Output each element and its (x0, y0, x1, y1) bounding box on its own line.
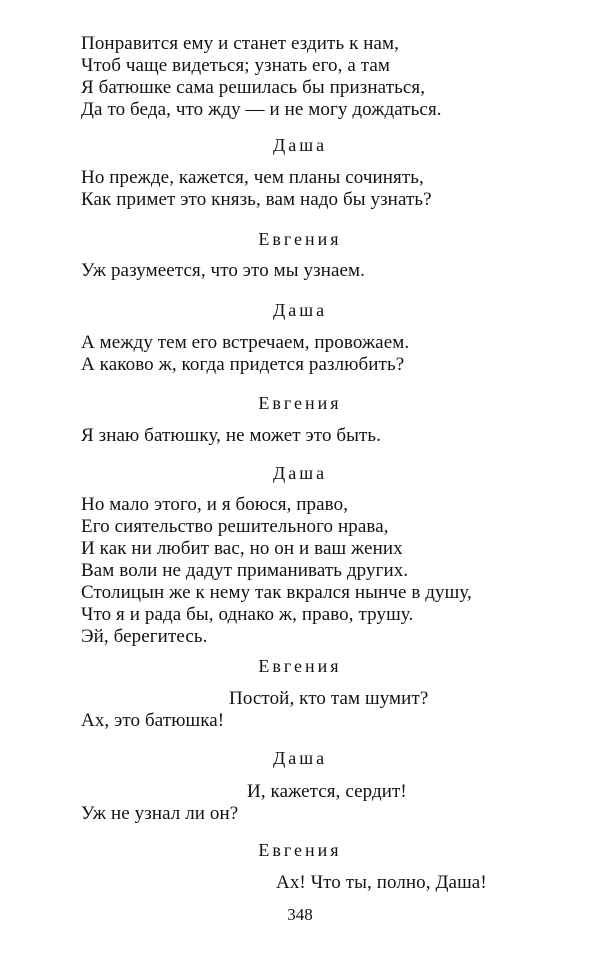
verse-line: Но прежде, кажется, чем планы сочинять, (81, 167, 424, 188)
verse-line: Чтоб чаще видеться; узнать его, а там (81, 55, 390, 76)
verse-line: Его сиятельство решительного нрава, (81, 516, 389, 537)
speaker-name: Евгения (258, 229, 342, 249)
verse-line: Постой, кто там шумит? (229, 688, 429, 709)
verse-line: Эй, берегитесь. (81, 626, 208, 647)
speaker-name: Евгения (258, 393, 342, 413)
speaker-name: Даша (272, 300, 328, 320)
verse-line: Я знаю батюшку, не может это быть. (81, 425, 382, 446)
verse-line: А каково ж, когда придется разлюбить? (81, 354, 405, 375)
verse-line: Понравится ему и станет ездить к нам, (81, 33, 400, 54)
verse-line: Уж не узнал ли он? (81, 803, 239, 824)
verse-line: Что я и рада бы, однако ж, право, трушу. (81, 604, 414, 625)
speaker-name: Евгения (258, 656, 342, 676)
page-number: 348 (287, 905, 313, 924)
verse-line: Уж разумеется, что это мы узнаем. (81, 260, 366, 281)
verse-line: Но мало этого, и я боюся, право, (81, 494, 349, 515)
verse-line: И, кажется, сердит! (247, 781, 407, 802)
verse-line: Столицын же к нему так вкрался нынче в душу, (81, 582, 472, 603)
speaker-name: Даша (272, 135, 328, 155)
verse-line: Да то беда, что жду — и не могу дождаться. (81, 99, 442, 120)
verse-line: Ах! Что ты, полно, Даша! (276, 872, 487, 893)
speaker-name: Даша (272, 748, 328, 768)
verse-line: Как примет это князь, вам надо бы узнать? (81, 189, 432, 210)
verse-line: А между тем его встречаем, провожаем. (81, 332, 410, 353)
verse-line: Вам воли не дадут приманивать других. (81, 560, 409, 581)
verse-line: Ах, это батюшка! (81, 710, 225, 731)
speaker-name: Евгения (258, 840, 342, 860)
verse-line: Я батюшке сама решилась бы признаться, (81, 77, 426, 98)
verse-line: И как ни любит вас, но он и ваш жених (81, 538, 403, 559)
speaker-name: Даша (272, 463, 328, 483)
